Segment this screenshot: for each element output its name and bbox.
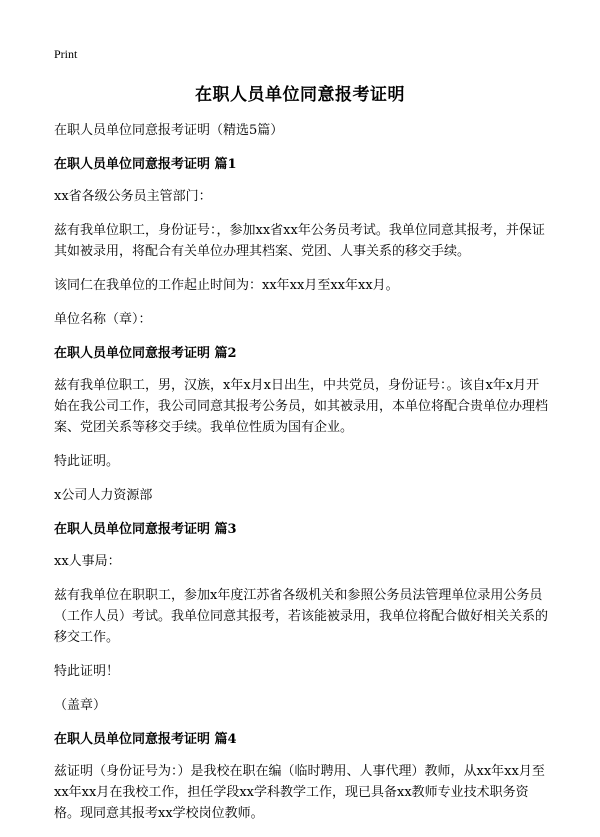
paragraph: x公司人力资源部 — [54, 488, 153, 503]
section-heading-4: 在职人员单位同意报考证明 篇4 — [54, 732, 237, 747]
document-body — [54, 120, 548, 837]
paragraph: 兹证明（身份证号为：）是我校在职在编（临时聘用、人事代理）教师，从xx年xx月至xx年xx月在我校工作，担任学段xx学科教学工作，现已具备xx教师专业技术职务资格。现同意其报考xx学校岗位教师。 — [54, 764, 545, 821]
section-heading-1: 在职人员单位同意报考证明 篇1 — [54, 157, 237, 172]
paragraph: （盖章） — [54, 698, 107, 713]
intro-line: 在职人员单位同意报考证明（精选5篇） — [54, 123, 284, 138]
paragraph: 该同仁在我单位的工作起止时间为：xx年xx月至xx年xx月。 — [54, 278, 399, 293]
paragraph: 兹有我单位职工，身份证号：，参加xx省xx年公务员考试。我单位同意其报考，并保证其如被录用，将配合有关单位办理其档案、党团、人事关系的移交手续。 — [54, 223, 545, 259]
paragraph: 特此证明！ — [54, 664, 120, 679]
paragraph: 兹有我单位在职职工，参加x年度江苏省各级机关和参照公务员法管理单位录用公务员（工作人员）考试。我单位同意其报考，若该能被录用，我单位将配合做好相关关系的移交工作。 — [54, 588, 549, 645]
paragraph: 单位名称（章）： — [54, 312, 152, 327]
paragraph: 兹有我单位职工，男，汉族，x年x月x日出生，中共党员，身份证号：。该自x年x月开始在我公司工作，我公司同意其报考公务员，如其被录用，本单位将配合贵单位办理档案、党团关系等移交手续。我单位性质为国有企业。 — [54, 378, 549, 435]
section-heading-3: 在职人员单位同意报考证明 篇3 — [54, 522, 237, 537]
document-title: 在职人员单位同意报考证明 — [195, 85, 405, 105]
paragraph: xx省各级公务员主管部门： — [54, 189, 212, 204]
print-label: Print — [54, 47, 78, 61]
paragraph: xx人事局： — [54, 554, 121, 569]
section-heading-2: 在职人员单位同意报考证明 篇2 — [54, 346, 237, 361]
paragraph: 特此证明。 — [54, 454, 120, 469]
